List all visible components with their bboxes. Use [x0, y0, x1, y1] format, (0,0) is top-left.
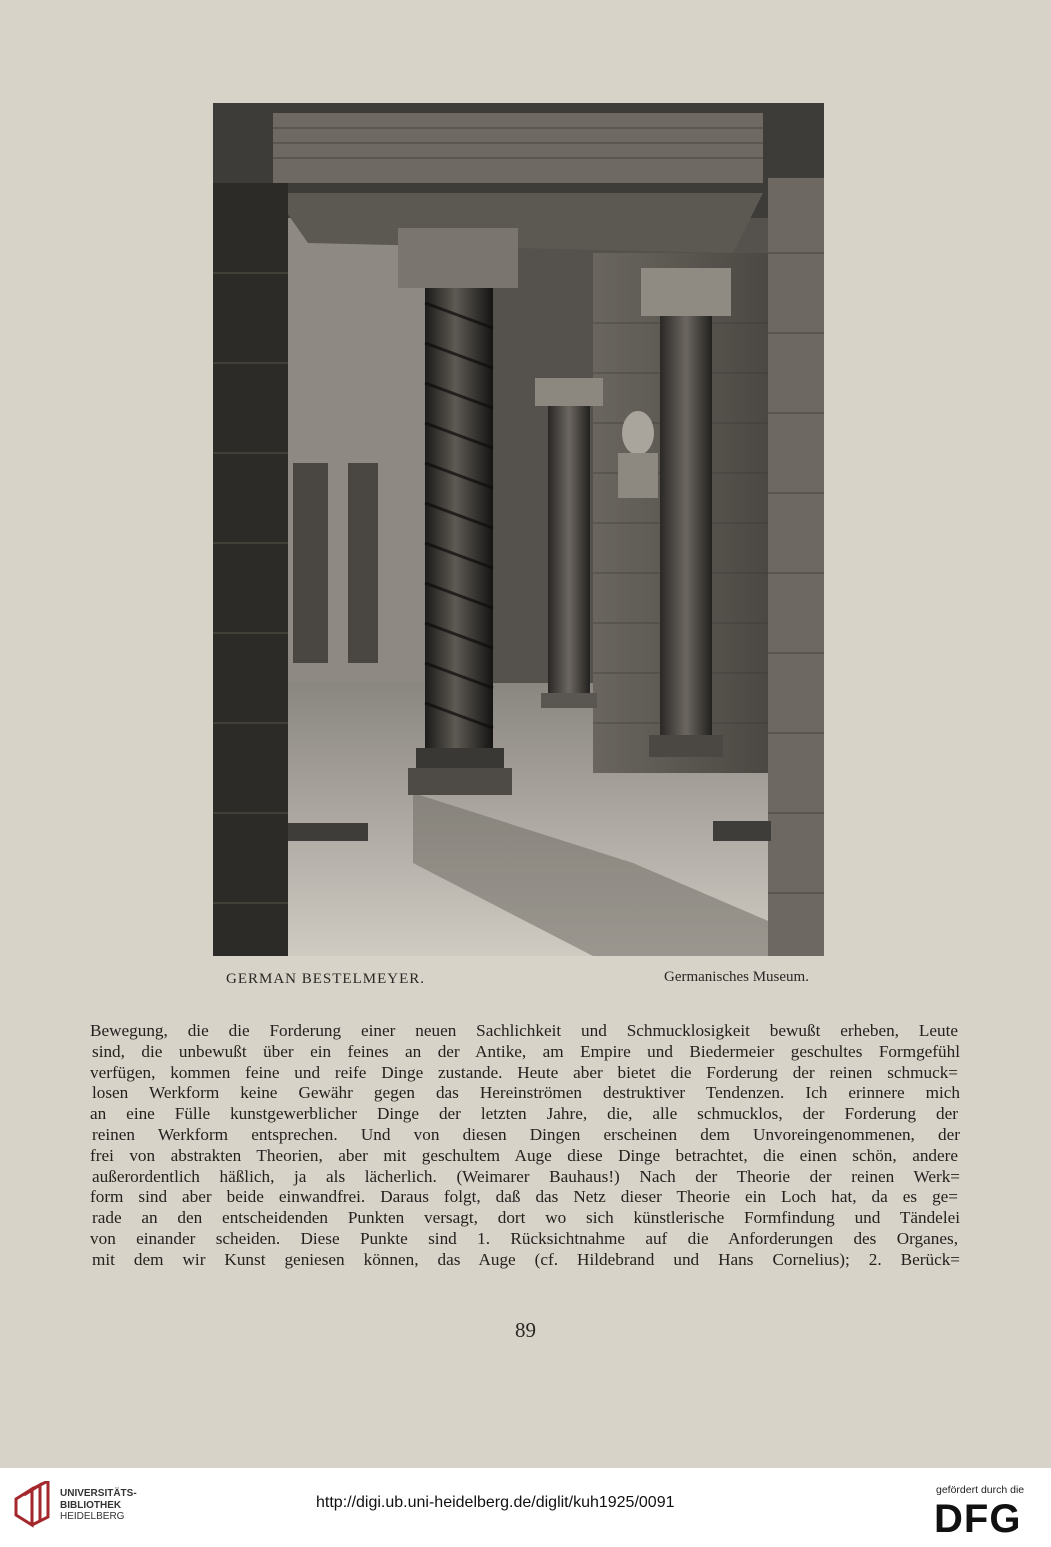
- body-paragraph: [90, 1021, 958, 1271]
- digitization-footer: [0, 1468, 1051, 1547]
- university-library-logo-icon[interactable]: [12, 1481, 52, 1531]
- library-name-line: UNIVERSITÄTS-: [60, 1488, 137, 1499]
- text-line: losen Werkform keine Gewähr gegen das Hereinströmen destruktiver Tendenzen. Ich erinnere mich: [92, 1083, 960, 1103]
- text-line: reinen Werkform entsprechen. Und von diesen Dingen erscheinen dem Unvoreingenommenen, der: [92, 1124, 960, 1144]
- permalink-url[interactable]: http://digi.ub.uni-heidelberg.de/diglit/kuh1925/0091: [316, 1494, 675, 1511]
- text-line: frei von abstrakten Theorien, aber mit geschultem Auge diese Dinge betrachtet, die einen schön, andere: [90, 1145, 958, 1165]
- text-line: von einander scheiden. Diese Punkte sind 1. Rücksichtnahme auf die Anforderungen des Organes,: [90, 1228, 958, 1248]
- text-line: rade an den entscheidenden Punkten versagt, dort wo sich künstlerische Formfindung und Tändelei: [92, 1208, 960, 1228]
- photograph-illustration: [213, 103, 824, 956]
- dfg-logo[interactable]: DFG: [934, 1497, 1022, 1541]
- text-line: sind, die unbewußt über ein feines an der Antike, am Empire und Biedermeier geschultes Formgefühl: [92, 1041, 960, 1061]
- museum-hall-photograph: [213, 103, 824, 956]
- funder-caption: gefördert durch die: [936, 1484, 1025, 1496]
- photo-caption-architect: GERMAN BESTELMEYER.: [226, 971, 425, 987]
- photo-caption-building: Germanisches Museum.: [664, 969, 809, 985]
- text-line: Bewegung, die die Forderung einer neuen Sachlichkeit und Schmucklosigkeit bewußt erheben, Leute: [90, 1021, 958, 1040]
- text-line: außerordentlich häßlich, ja als lächerlich. (Weimarer Bauhaus!) Nach der Theorie der reinen Werk=: [92, 1166, 960, 1186]
- text-line: an eine Fülle kunstgewerblicher Dinge der letzten Jahre, die, alle schmucklos, der Forderung der: [90, 1104, 958, 1124]
- text-line: mit dem wir Kunst geniesen können, das Auge (cf. Hildebrand und Hans Cornelius); 2. Berück=: [92, 1249, 960, 1269]
- library-name-line: HEIDELBERG: [60, 1511, 125, 1522]
- page-number: 89: [515, 1318, 536, 1342]
- library-name[interactable]: [60, 1488, 137, 1523]
- text-line: form sind aber beide einwandfrei. Daraus folgt, daß das Netz dieser Theorie ein Loch hat, da es ge=: [90, 1187, 958, 1207]
- text-line: verfügen, kommen feine und reife Dinge zustande. Heute aber bietet die Forderung der reinen schmuck=: [90, 1062, 958, 1082]
- library-name-line: BIBLIOTHEK: [60, 1499, 122, 1511]
